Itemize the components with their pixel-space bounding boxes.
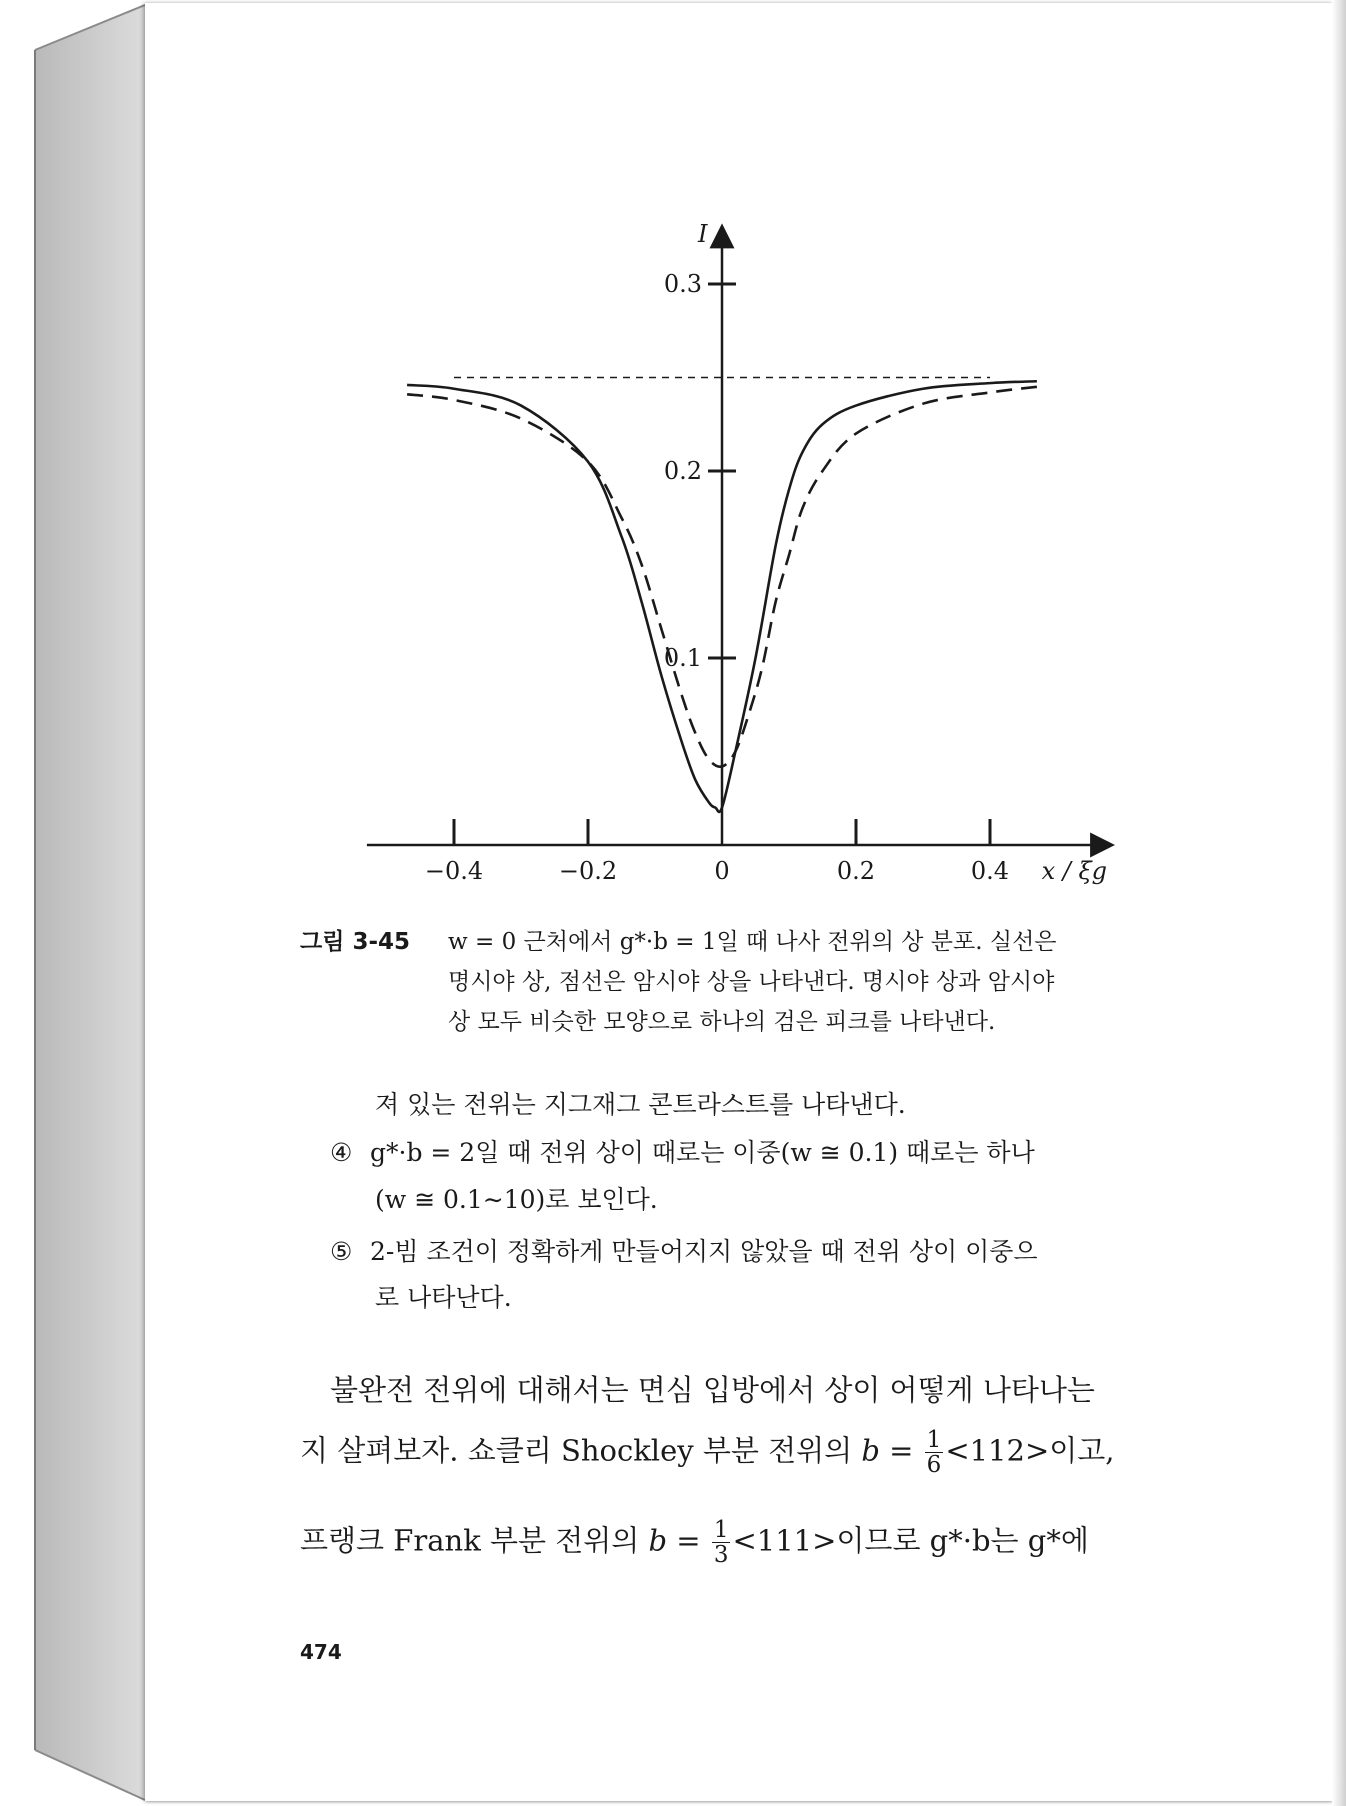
fraction-2-numerator: 1 (713, 1517, 729, 1543)
caption-line-1: w = 0 근처에서 g*·b = 1일 때 나사 전위의 상 분포. 실선은 (448, 929, 1057, 955)
list-item-4-line-2: (w ≅ 0.1∼10)로 보인다. (375, 1185, 658, 1214)
list-item-5-marker: ⑤ (330, 1237, 353, 1266)
x-tick-label-0: −0.4 (424, 857, 484, 885)
caption-label: 그림 3-45 (300, 929, 410, 955)
y-tick-label-2: 0.3 (663, 270, 702, 298)
intensity-profile-chart (0, 0, 1346, 900)
burgers-vector-eq-2: b = (648, 1523, 701, 1558)
x-axis-label: x / ξg (1041, 857, 1108, 885)
paragraph-line-3-tail: <111>이므로 g*·b는 g*에 (732, 1523, 1089, 1558)
fraction-1-denominator: 6 (926, 1452, 942, 1478)
paragraph-line-2-tail: <112>이고, (945, 1433, 1115, 1468)
fraction-one-third (712, 1518, 731, 1567)
list-item-5-line-2: 로 나타난다. (375, 1283, 512, 1312)
chart-axes (367, 220, 1107, 885)
page-number: 474 (300, 1640, 342, 1664)
y-axis-label: I (698, 219, 708, 248)
list-item-4-line-1 (330, 1133, 1035, 1169)
list-item-5-text: 2-빔 조건이 정확하게 만들어지지 않았을 때 전위 상이 이중으 (370, 1237, 1038, 1266)
paragraph-line-3-text: 프랭크 Frank 부분 전위의 (300, 1523, 640, 1558)
x-tick-label-2: 0 (714, 857, 730, 885)
caption-line-3: 상 모두 비슷한 모양으로 하나의 검은 피크를 나타낸다. (448, 1009, 996, 1035)
list-continuation: 져 있는 전위는 지그재그 콘트라스트를 나타낸다. (375, 1090, 906, 1119)
x-tick-label-4: 0.4 (970, 857, 1010, 885)
x-tick-label-1: −0.2 (558, 857, 618, 885)
x-tick-label-3: 0.2 (836, 857, 876, 885)
y-tick-label-1: 0.2 (663, 457, 702, 485)
paragraph-line-1: 불완전 전위에 대해서는 면심 입방에서 상이 어떻게 나타나는 (330, 1373, 1095, 1407)
paragraph-line-3 (300, 1518, 1089, 1567)
burgers-vector-eq-1: b = (861, 1433, 914, 1468)
fraction-1-numerator: 1 (926, 1427, 942, 1453)
list-item-4-text: g*·b = 2일 때 전위 상이 때로는 이중(w ≅ 0.1) 때로는 하나 (370, 1138, 1035, 1167)
caption-line-2: 명시야 상, 점선은 암시야 상을 나타낸다. 명시야 상과 암시야 (448, 969, 1055, 995)
y-tick-label-0: 0.1 (663, 644, 702, 672)
list-item-5-line-1 (330, 1232, 1038, 1268)
paragraph-line-2-text: 지 살펴보자. 쇼클리 Shockley 부분 전위의 (300, 1433, 853, 1468)
list-item-4-marker: ④ (330, 1138, 353, 1167)
paragraph-line-2 (300, 1428, 1115, 1477)
fraction-one-sixth (925, 1428, 944, 1477)
chart-ticks (425, 270, 1009, 885)
fraction-2-denominator: 3 (713, 1542, 729, 1568)
